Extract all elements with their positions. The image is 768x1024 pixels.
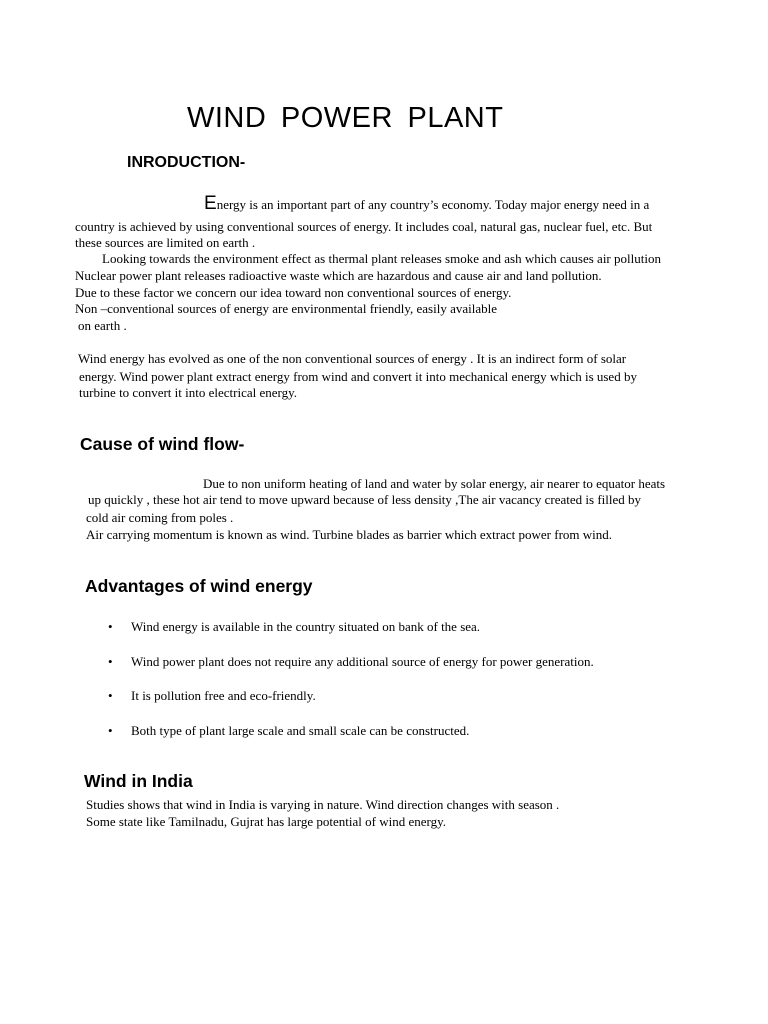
bullet-icon: • <box>108 619 113 634</box>
india-line-1: Studies shows that wind in India is varying in nature. Wind direction changes with season . <box>86 797 560 812</box>
list-item-text: Both type of plant large scale and small scale can be constructed. <box>131 722 470 738</box>
cause-line-3: cold air coming from poles . <box>86 510 234 525</box>
cause-line-2: up quickly , these hot air tend to move upward because of less density ,The air vacancy created is filled by <box>88 492 642 507</box>
cause-heading: Cause of wind flow- <box>80 434 245 454</box>
list-item <box>108 654 594 689</box>
india-heading: Wind in India <box>84 771 193 791</box>
document-title: WIND POWER PLANT <box>187 102 504 134</box>
wind-energy-line-1: Wind energy has evolved as one of the non conventional sources of energy . It is an indirect form of solar <box>78 351 627 366</box>
bullet-icon: • <box>108 722 113 738</box>
list-item-text: Wind power plant does not require any additional source of energy for power generation. <box>131 653 594 669</box>
list-item <box>108 723 594 758</box>
list-item-text: Wind energy is available in the country situated on bank of the sea. <box>131 619 481 634</box>
list-item-text: It is pollution free and eco-friendly. <box>131 688 316 703</box>
bullet-icon: • <box>108 653 113 669</box>
intro-line-5: Nuclear power plant releases radioactive waste which are hazardous and cause air and land pollution. <box>75 268 602 283</box>
cause-line-4: Air carrying momentum is known as wind. Turbine blades as barrier which extract power from wind. <box>86 527 613 542</box>
cause-line-1: Due to non uniform heating of land and water by solar energy, air nearer to equator heats <box>203 476 666 491</box>
intro-line-8: on earth . <box>78 318 127 333</box>
advantages-list <box>108 619 594 757</box>
advantages-heading: Advantages of wind energy <box>85 576 313 596</box>
introduction-heading: INRODUCTION- <box>127 154 246 171</box>
intro-line-4: Looking towards the environment effect as thermal plant releases smoke and ash which causes air pollution <box>102 251 661 266</box>
india-line-2: Some state like Tamilnadu, Gujrat has large potential of wind energy. <box>86 814 446 829</box>
wind-energy-line-2: energy. Wind power plant extract energy from wind and convert it into mechanical energy which is used by <box>79 369 637 384</box>
list-item <box>108 688 594 723</box>
intro-line-7: Non –conventional sources of energy are environmental friendly, easily available <box>75 301 497 316</box>
wind-energy-line-3: turbine to convert it into electrical energy. <box>79 385 298 400</box>
intro-line-6: Due to these factor we concern our idea toward non conventional sources of energy. <box>75 285 512 300</box>
drop-cap: E <box>204 193 217 214</box>
list-item <box>108 619 594 654</box>
bullet-icon: • <box>108 688 113 703</box>
intro-line-2: country is achieved by using conventional sources of energy. It includes coal, natural gas, nuclear fuel, etc. But <box>75 219 653 234</box>
intro-line-1-text: nergy is an important part of any country’s economy. Today major energy need in a <box>216 197 650 212</box>
intro-line-3: these sources are limited on earth . <box>75 235 256 250</box>
intro-line-1 <box>204 193 650 214</box>
